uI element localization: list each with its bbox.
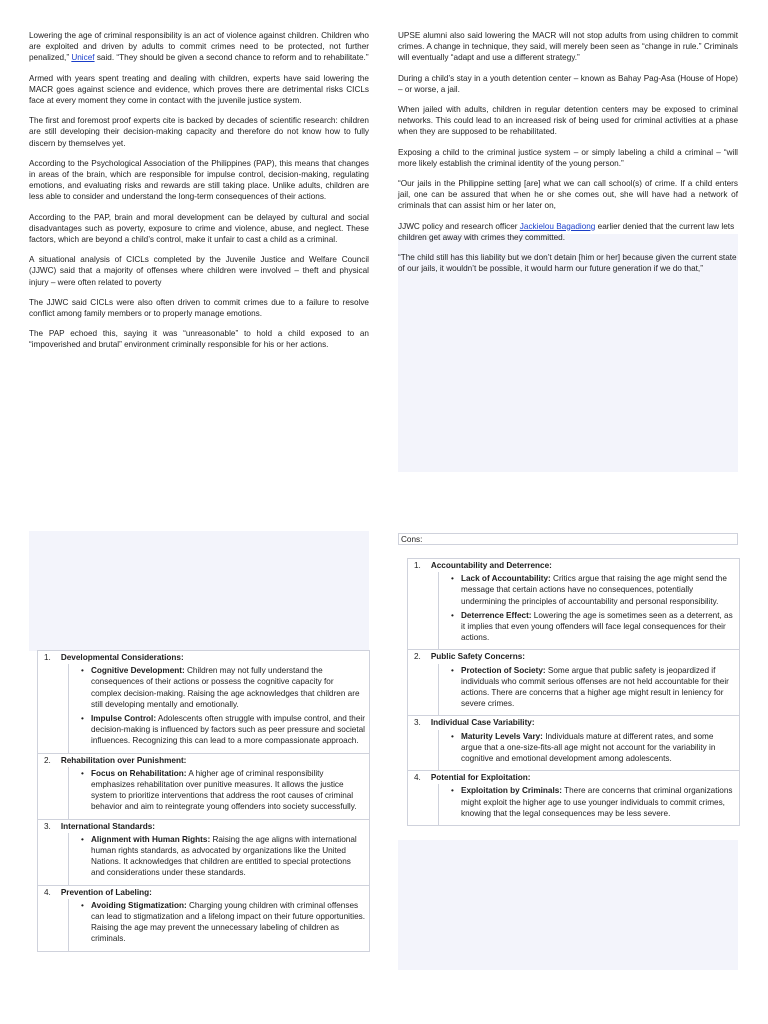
list-item-heading — [38, 886, 369, 899]
paragraph: “Our jails in the Philippine setting [are] what we can call school(s) of crime. If a child enters jail, one can be assured that when he or she comes out, she will have had a network of criminals that can assist him or her later on, — [398, 179, 738, 211]
bullet-text: Children may not fully understand the consequences of their actions or possess the cognitive capacity for complex decision-making. Raising the age acknowledges that children are still developing mentally and emotionally. — [91, 666, 360, 709]
shaded-panel-mid-left — [29, 531, 369, 651]
list-item — [408, 649, 739, 715]
list-item-heading — [38, 651, 369, 664]
paragraph: When jailed with adults, children in regular detention centers may be exposed to criminal networks. This could lead to an increased risk of being used for criminal activities at a phase when they are supposed to be rehabilitated. — [398, 105, 738, 137]
list-item — [38, 885, 369, 951]
bullet-title: Focus on Rehabilitation: — [91, 768, 187, 778]
list-number: 4. — [44, 887, 51, 897]
list-number: 1. — [414, 561, 421, 570]
sub-list — [68, 899, 369, 951]
list-heading-text: Prevention of Labeling: — [60, 887, 152, 897]
bullet-title: Cognitive Development: — [91, 666, 185, 676]
right-article-column — [398, 30, 738, 283]
list-number: 3. — [44, 821, 51, 831]
bullet-item — [449, 610, 735, 644]
list-item — [408, 559, 739, 649]
bullet-item — [79, 665, 365, 710]
list-item-heading — [408, 650, 739, 663]
cons-heading: Cons: — [398, 533, 738, 545]
bullet-title: Protection of Society: — [461, 665, 546, 675]
list-number: 3. — [414, 718, 421, 728]
paragraph: The PAP echoed this, saying it was “unreasonable” to hold a child exposed to an “impoverished and brutal” environment criminally responsible for his or her actions. — [29, 329, 369, 350]
left-article-column — [29, 30, 369, 360]
paragraph: A situational analysis of CICLs completed by the Juvenile Justice and Welfare Council (JJWC) said that a majority of offenses where children were involved – theft and physical injury – were often related to poverty — [29, 255, 369, 287]
list-heading-text: International Standards: — [60, 821, 156, 831]
paragraph: The JJWC said CICLs were also often driven to commit crimes due to a failure to resolve conflict among family members or to properly manage emotions. — [29, 297, 369, 319]
bullet-text: Charging young children with criminal offenses can lead to stigmatization and a lifelong impact on their future opportunities. Raising the age may prevent the unnecessary labeling of children as criminals. — [91, 900, 365, 944]
paragraph: Lowering the age of criminal responsibility is an act of violence against children. Children who are exploited and driven by adults to commit crimes need to be protected, not further penalized,” Unicef said. “They should be given a second chance to reform and to rehabilitate.” — [29, 31, 369, 63]
bullet-item — [449, 731, 735, 765]
list-number: 2. — [414, 652, 421, 662]
bullet-item — [79, 713, 365, 747]
paragraph: The first and foremost proof experts cite is backed by decades of scientific research: children are still developing their decision-making capacity and therefore do not know how to fully discern by themselves yet. — [29, 116, 369, 148]
pros-list — [37, 650, 370, 952]
bullet-title: Impulse Control: — [91, 714, 157, 724]
list-item — [408, 715, 739, 770]
paragraph: According to the Psychological Association of the Philippines (PAP), this means that changes in areas of the brain, which are responsible for impulse control, decision-making, regulating emotions, and evaluating risks and rewards are still taking place. Unlike adults, children are less able to consider and understand the long-term consequences of their actions. — [29, 158, 369, 202]
list-item-heading — [408, 559, 739, 572]
paragraph: Armed with years spent treating and dealing with children, experts have said lowering the MACR goes against science and evidence, which proves there are detrimental risks CICLs face at every moment they come in contact with the juvenile justice system. — [29, 73, 369, 106]
bullet-item — [449, 573, 735, 607]
list-item — [408, 770, 739, 825]
list-heading-text: Public Safety Concerns: — [430, 652, 526, 662]
list-number: 2. — [44, 755, 51, 765]
bullet-title: Alignment with Human Rights: — [91, 834, 211, 844]
list-heading-text: Rehabilitation over Punishment: — [60, 755, 187, 765]
bullet-title: Deterrence Effect: — [461, 610, 532, 620]
list-number: 4. — [414, 773, 421, 783]
paragraph: Exposing a child to the criminal justice system – or simply labeling a child a criminal – “will more likely establish the criminal identity of the young person.” — [398, 147, 738, 168]
bullet-text: Raising the age aligns with international human rights standards, as advocated by organizations like the United Nations. It acknowledges that children are entitled to special protections and considerations under these standards. — [91, 834, 357, 878]
bullet-text: Critics argue that raising the age might send the message that certain actions have no consequences, potentially undermining the principles of accountability and personal responsibility. — [461, 574, 727, 606]
list-item — [38, 819, 369, 885]
paragraph: UPSE alumni also said lowering the MACR will not stop adults from using children to commit crimes. A change in technique, they said, will merely been seen as “change in rule.” Criminals will eventually “adapt and use a different strategy.” — [398, 31, 738, 63]
bullet-text: There are concerns that criminal organizations might exploit the higher age to use younger individuals to commit crimes, knowing that the legal consequences may be less severe. — [461, 786, 733, 818]
bullet-text: Some argue that public safety is jeopardized if individuals who commit serious offenses are not held accountable for their actions. There are concerns that a higher age might result in leniency for severe crimes. — [461, 665, 729, 709]
sub-list — [438, 664, 739, 716]
list-heading-text: Potential for Exploitation: — [430, 773, 531, 783]
list-item-heading — [38, 754, 369, 767]
shaded-panel-bottom-right — [398, 840, 738, 970]
paragraph: According to the PAP, brain and moral development can be delayed by cultural and social disadvantages such as poverty, exposure to crime and violence, abuse, and neglect. These factors, which are beyond a child’s control, make it unfair to cast a child as a criminal. — [29, 212, 369, 245]
bullet-text: Adolescents often struggle with impulse control, and their decision-making is influenced by factors such as peer pressure and societal influences. Recognizing this can lead to a more compassionate approach. — [91, 714, 365, 746]
list-heading-text: Individual Case Variability: — [430, 718, 535, 728]
bullet-item — [79, 900, 365, 945]
list-item — [38, 651, 369, 753]
sub-list — [438, 730, 739, 771]
sub-list — [68, 833, 369, 885]
unicef-link[interactable]: Unicef — [71, 53, 95, 63]
sub-list — [68, 664, 369, 752]
sub-list — [438, 572, 739, 649]
list-number: 1. — [44, 653, 51, 662]
cons-list — [407, 558, 740, 826]
bullet-title: Exploitation by Criminals: — [461, 786, 562, 796]
list-item-heading — [408, 716, 739, 729]
bullet-text: A higher age of criminal responsibility emphasizes rehabilitation over punitive measures. It allows the justice system to prioritize interventions that address the root causes of criminal behavior and aim to reintegrate young offenders into society successfully. — [91, 768, 357, 812]
paragraph: During a child’s stay in a youth detention center – known as Bahay Pag-Asa (House of Hope) – or worse, a jail. — [398, 73, 738, 94]
bullet-text: Lowering the age is sometimes seen as a deterrent, as it implies that even young offenders will face legal consequences for their actions. — [461, 610, 733, 643]
list-heading-text: Accountability and Deterrence: — [430, 561, 552, 570]
bullet-item — [449, 665, 735, 710]
bullet-text: Individuals mature at different rates, and some argue that a one-size-fits-all age might not account for the variability in cognitive and emotional development among adolescents. — [461, 731, 716, 764]
bullet-item — [79, 834, 365, 879]
bagadiong-link[interactable]: Jackielou Bagadiong — [519, 221, 596, 231]
paragraph: “The child still has this liability but we don’t detain [him or her] because given the current state of our jails, it wouldn’t be possible, it would harm our future generation if we do that,” — [398, 253, 737, 274]
bullet-item — [449, 785, 735, 819]
sub-list — [438, 784, 739, 825]
paragraph: JJWC policy and research officer Jackielou Bagadiong earlier denied that the current law lets children get away with crimes they committed. — [398, 221, 735, 242]
bullet-item — [79, 768, 365, 813]
bullet-title: Avoiding Stigmatization: — [91, 900, 187, 910]
bullet-title: Lack of Accountability: — [461, 574, 551, 584]
sub-list — [68, 767, 369, 819]
list-heading-text: Developmental Considerations: — [60, 653, 184, 662]
list-item-heading — [38, 820, 369, 833]
bullet-title: Maturity Levels Vary: — [461, 731, 543, 741]
list-item — [38, 753, 369, 819]
list-item-heading — [408, 771, 739, 784]
